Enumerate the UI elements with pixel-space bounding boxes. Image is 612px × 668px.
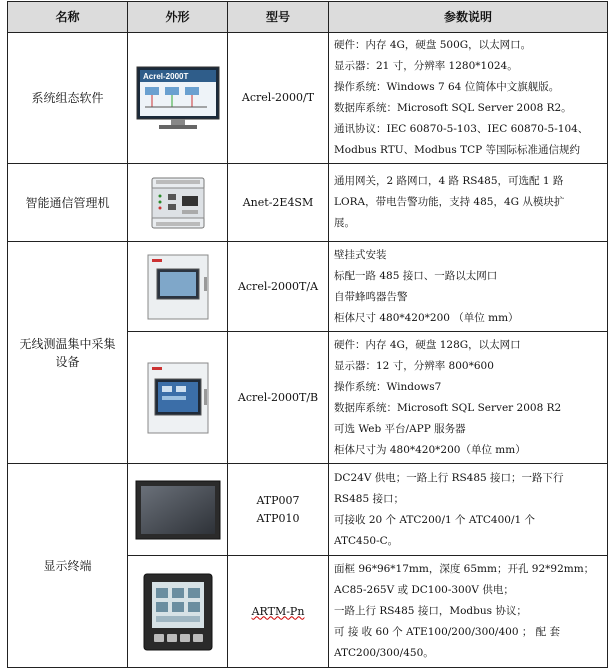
gateway-device-image (146, 174, 210, 232)
table-row (8, 242, 608, 332)
row-model: Acrel-2000T/A (228, 242, 329, 332)
param-line: ATC450-C。 (334, 534, 399, 547)
param-line: 硬件：内存 4G，硬盘 128G，以太网口 (334, 338, 521, 351)
row-params (329, 464, 608, 556)
row-appearance (128, 556, 228, 668)
model-line: ATP010 (256, 511, 300, 525)
touch-panel-image (133, 475, 223, 545)
param-line: RS485 接口； (334, 492, 404, 505)
param-line: 操作系统：Windows7 (334, 380, 442, 393)
row-params (329, 164, 608, 242)
equipment-table (7, 1, 608, 668)
param-line: 显示器：12 寸，分辨率 800*600 (334, 359, 494, 372)
param-line: 标配一路 485 接口、一路以太网口 (334, 269, 498, 282)
param-line: 面框 96*96*17mm，深度 65mm；开孔 92*92mm； (334, 563, 595, 575)
param-line: 通用网关，2 路网口，4 路 RS485，可选配 1 路 (334, 175, 564, 187)
header-appearance: 外形 (128, 2, 228, 33)
row-appearance (128, 332, 228, 464)
row-name: 无线测温集中采集设备 (8, 242, 128, 464)
param-line: 可选 Web 平台/APP 服务器 (334, 422, 466, 435)
row-params (329, 556, 608, 668)
row-model (228, 556, 329, 668)
row-model: Anet-2E4SM (228, 164, 329, 242)
param-line: 柜体尺寸为 480*420*200（单位 mm） (334, 443, 526, 456)
row-params (329, 242, 608, 332)
param-line: ATC200/300/450。 (334, 647, 434, 659)
row-appearance (128, 242, 228, 332)
wall-cabinet-b-image (142, 361, 214, 435)
model-line: ATP007 (256, 493, 300, 507)
param-line: Modbus RTU、Modbus TCP 等国际标准通信规约 (334, 144, 581, 156)
panel-meter-image (138, 570, 218, 654)
table-header-row (8, 2, 608, 33)
header-name: 名称 (8, 2, 128, 33)
wall-cabinet-a-image (142, 253, 214, 321)
param-line: 通讯协议：IEC 60870-5-103、IEC 60870-5-104、 (334, 123, 589, 135)
param-line: 可 接 收 60 个 ATE100/200/300/400 ； 配 套 (334, 626, 561, 638)
row-params (329, 332, 608, 464)
row-model (228, 464, 329, 556)
header-model: 型号 (228, 2, 329, 33)
model-text: ARTM-Pn (251, 604, 305, 618)
table-row (8, 464, 608, 556)
row-params (329, 33, 608, 164)
param-line: 自带蜂鸣器告警 (334, 290, 408, 303)
param-line: 数据库系统：Microsoft SQL Server 2008 R2 (334, 401, 562, 414)
row-appearance (128, 164, 228, 242)
row-name: 系统组态软件 (8, 33, 128, 164)
monitor-caption: Acrel-2000T (142, 72, 188, 81)
row-appearance (128, 33, 228, 164)
param-line: 数据库系统：Microsoft SQL Server 2008 R2。 (334, 102, 572, 114)
param-line: 可接收 20 个 ATC200/1 个 ATC400/1 个 (334, 513, 535, 526)
row-name: 显示终端 (8, 464, 128, 668)
param-line: 柜体尺寸 480*420*200 （单位 mm） (334, 311, 519, 324)
table-row (8, 33, 608, 164)
param-line: 操作系统：Windows 7 64 位简体中文旗舰版。 (334, 81, 560, 93)
param-line: 显示器：21 寸，分辨率 1280*1024。 (334, 60, 518, 72)
param-line: 一路上行 RS485 接口，Modbus 协议； (334, 605, 527, 617)
row-model: Acrel-2000/T (228, 33, 329, 164)
param-line: 壁挂式安装 (334, 248, 387, 261)
param-line: 硬件：内存 4G，硬盘 500G，以太网口。 (334, 39, 532, 51)
param-line: 展。 (334, 217, 355, 229)
param-line: AC85-265V 或 DC100-300V 供电； (334, 584, 514, 596)
param-line: LORA，带电告警功能，支持 485，4G 从模块扩 (334, 196, 565, 208)
monitor-software-image (135, 65, 221, 131)
row-name: 智能通信管理机 (8, 164, 128, 242)
param-line: DC24V 供电；一路上行 RS485 接口；一路下行 (334, 471, 564, 484)
table-row (8, 164, 608, 242)
header-params: 参数说明 (329, 2, 608, 33)
row-appearance (128, 464, 228, 556)
row-model: Acrel-2000T/B (228, 332, 329, 464)
